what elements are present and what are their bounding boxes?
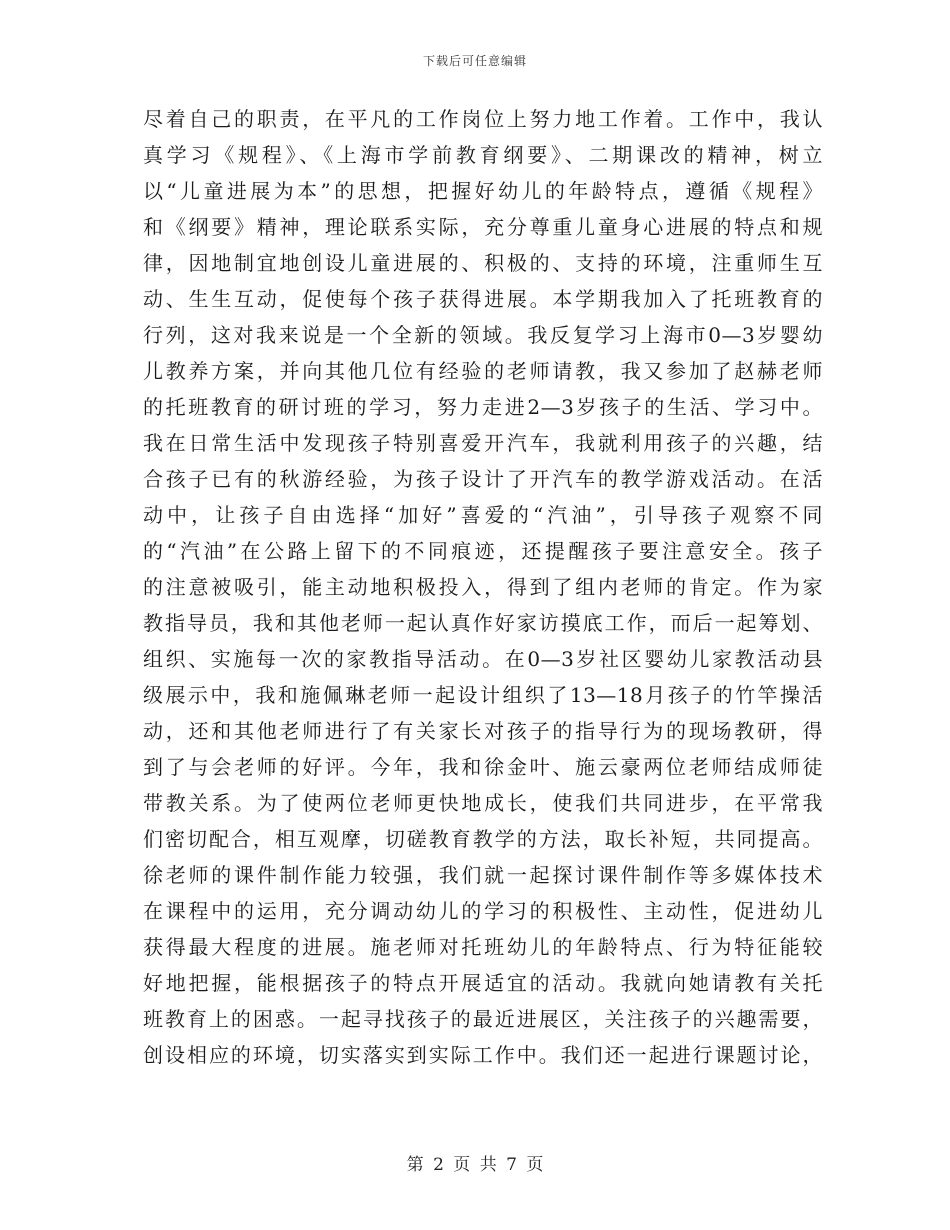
text-line: 动，还和其他老师进行了有关家长对孩子的指导行为的现场教研，得 [143, 719, 823, 743]
page-header: 下载后可任意编辑 [422, 54, 527, 68]
text-line: 合孩子已有的秋游经验，为孩子设计了开汽车的教学游戏活动。在活 [143, 467, 823, 491]
body-text [143, 101, 823, 1073]
text-line: 动、生生互动，促使每个孩子获得进展。本学期我加入了托班教育的 [143, 287, 823, 311]
text-line: 儿教养方案，并向其他几位有经验的老师请教，我又参加了赵赫老师 [143, 359, 823, 383]
text-line: 我在日常生活中发现孩子特别喜爱开汽车，我就利用孩子的兴趣，结 [143, 431, 823, 455]
text-line: 到了与会老师的好评。今年，我和徐金叶、施云豪两位老师结成师徒 [143, 755, 823, 779]
text-line: 获得最大程度的进展。施老师对托班幼儿的年龄特点、行为特征能较 [143, 935, 823, 959]
text-line: 动中，让孩子自由选择“加好”喜爱的“汽油”，引导孩子观察不同 [143, 503, 823, 527]
text-line: 和《纲要》精神，理论联系实际，充分尊重儿童身心进展的特点和规 [143, 215, 823, 239]
text-line: 徐老师的课件制作能力较强，我们就一起探讨课件制作等多媒体技术 [143, 863, 823, 887]
text-line: 以“儿童进展为本”的思想，把握好幼儿的年龄特点，遵循《规程》 [143, 179, 823, 203]
text-line: 级展示中，我和施佩琳老师一起设计组织了13—18月孩子的竹竿操活 [143, 683, 823, 707]
text-line: 好地把握，能根据孩子的特点开展适宜的活动。我就向她请教有关托 [143, 971, 823, 995]
text-line: 行列，这对我来说是一个全新的领域。我反复学习上海市0—3岁婴幼 [143, 323, 823, 347]
text-line: 的注意被吸引，能主动地积极投入，得到了组内老师的肯定。作为家 [143, 575, 823, 599]
text-line: 尽着自己的职责，在平凡的工作岗位上努力地工作着。工作中，我认 [143, 107, 823, 131]
text-line: 在课程中的运用，充分调动幼儿的学习的积极性、主动性，促进幼儿 [143, 899, 823, 923]
text-line: 们密切配合，相互观摩，切磋教育教学的方法，取长补短，共同提高。 [143, 827, 823, 851]
text-line: 的托班教育的研讨班的学习，努力走进2—3岁孩子的生活、学习中。 [143, 395, 823, 419]
text-line: 的“汽油”在公路上留下的不同痕迹，还提醒孩子要注意安全。孩子 [143, 539, 823, 563]
text-line: 带教关系。为了使两位老师更快地成长，使我们共同进步，在平常我 [143, 791, 823, 815]
text-line: 律，因地制宜地创设儿童进展的、积极的、支持的环境，注重师生互 [143, 251, 823, 275]
text-line: 班教育上的困惑。一起寻找孩子的最近进展区，关注孩子的兴趣需要， [143, 1007, 823, 1031]
text-line: 创设相应的环境，切实落实到实际工作中。我们还一起进行课题讨论， [143, 1043, 823, 1067]
text-line: 组织、实施每一次的家教指导活动。在0—3岁社区婴幼儿家教活动县 [143, 647, 823, 671]
page-footer: 第 2 页 共 7 页 [406, 1155, 544, 1175]
text-line: 真学习《规程》、《上海市学前教育纲要》、二期课改的精神，树立 [143, 143, 823, 167]
text-line: 教指导员，我和其他老师一起认真作好家访摸底工作，而后一起筹划、 [143, 611, 823, 635]
